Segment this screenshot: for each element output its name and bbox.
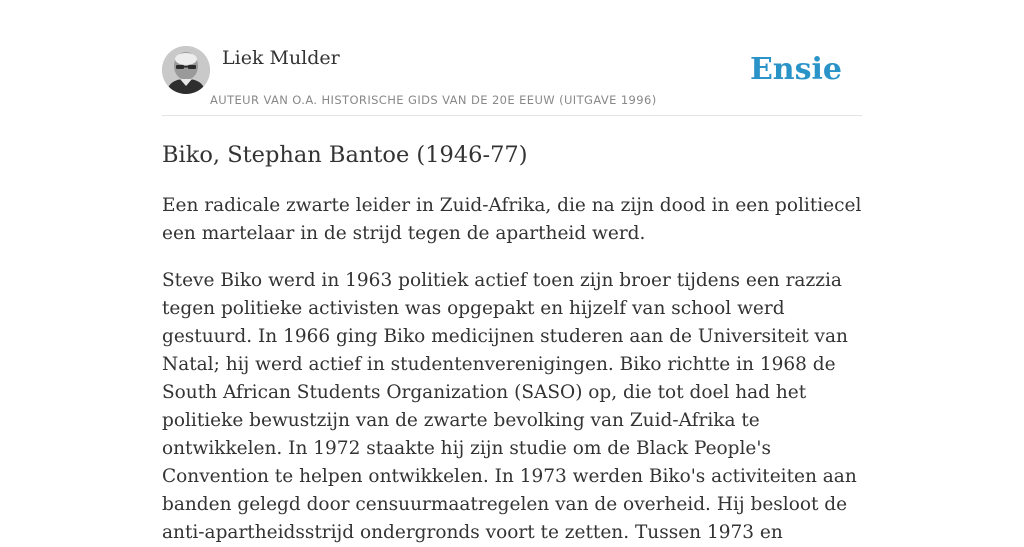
author-name[interactable]: Liek Mulder [222,47,340,69]
article-body: Steve Biko werd in 1963 politiek actief toen zijn broer tijdens een razzia tegen politieke activisten was opgepakt en hijzelf van school werd gestuurd. In 1966 ging Biko medicijnen studeren aan de Universiteit van Natal; hij werd actief in studentenverenigingen. Biko richtte in 1968 de South African Students Organization (SASO) op, die tot doel had het politieke bewustzijn van de zwarte bevolking van Zuid-Afrika te ontwikkelen. In 1972 staakte hij zijn studie om de Black People's Convention te helpen ontwikkelen. In 1973 werden Biko's activiteiten aan banden gelegd door censuurmaatregelen van de overheid. Hij besloot de anti-apartheidsstrijd ondergronds voort te zetten. Tussen 1973 en [162,270,857,543]
author-header [162,0,862,116]
ensie-logo[interactable]: Ensie [749,52,842,87]
page [162,0,862,543]
author-bio: AUTEUR VAN O.A. HISTORISCHE GIDS VAN DE 20E EEUW (UITGAVE 1996) [210,93,657,107]
author-avatar[interactable] [162,46,210,94]
author-portrait-icon [162,46,210,94]
article-lead: Een radicale zwarte leider in Zuid-Afrika, die na zijn dood in een politiecel een martelaar in de strijd tegen de apartheid werd. [162,195,862,244]
article-title: Biko, Stephan Bantoe (1946-77) [162,142,528,168]
